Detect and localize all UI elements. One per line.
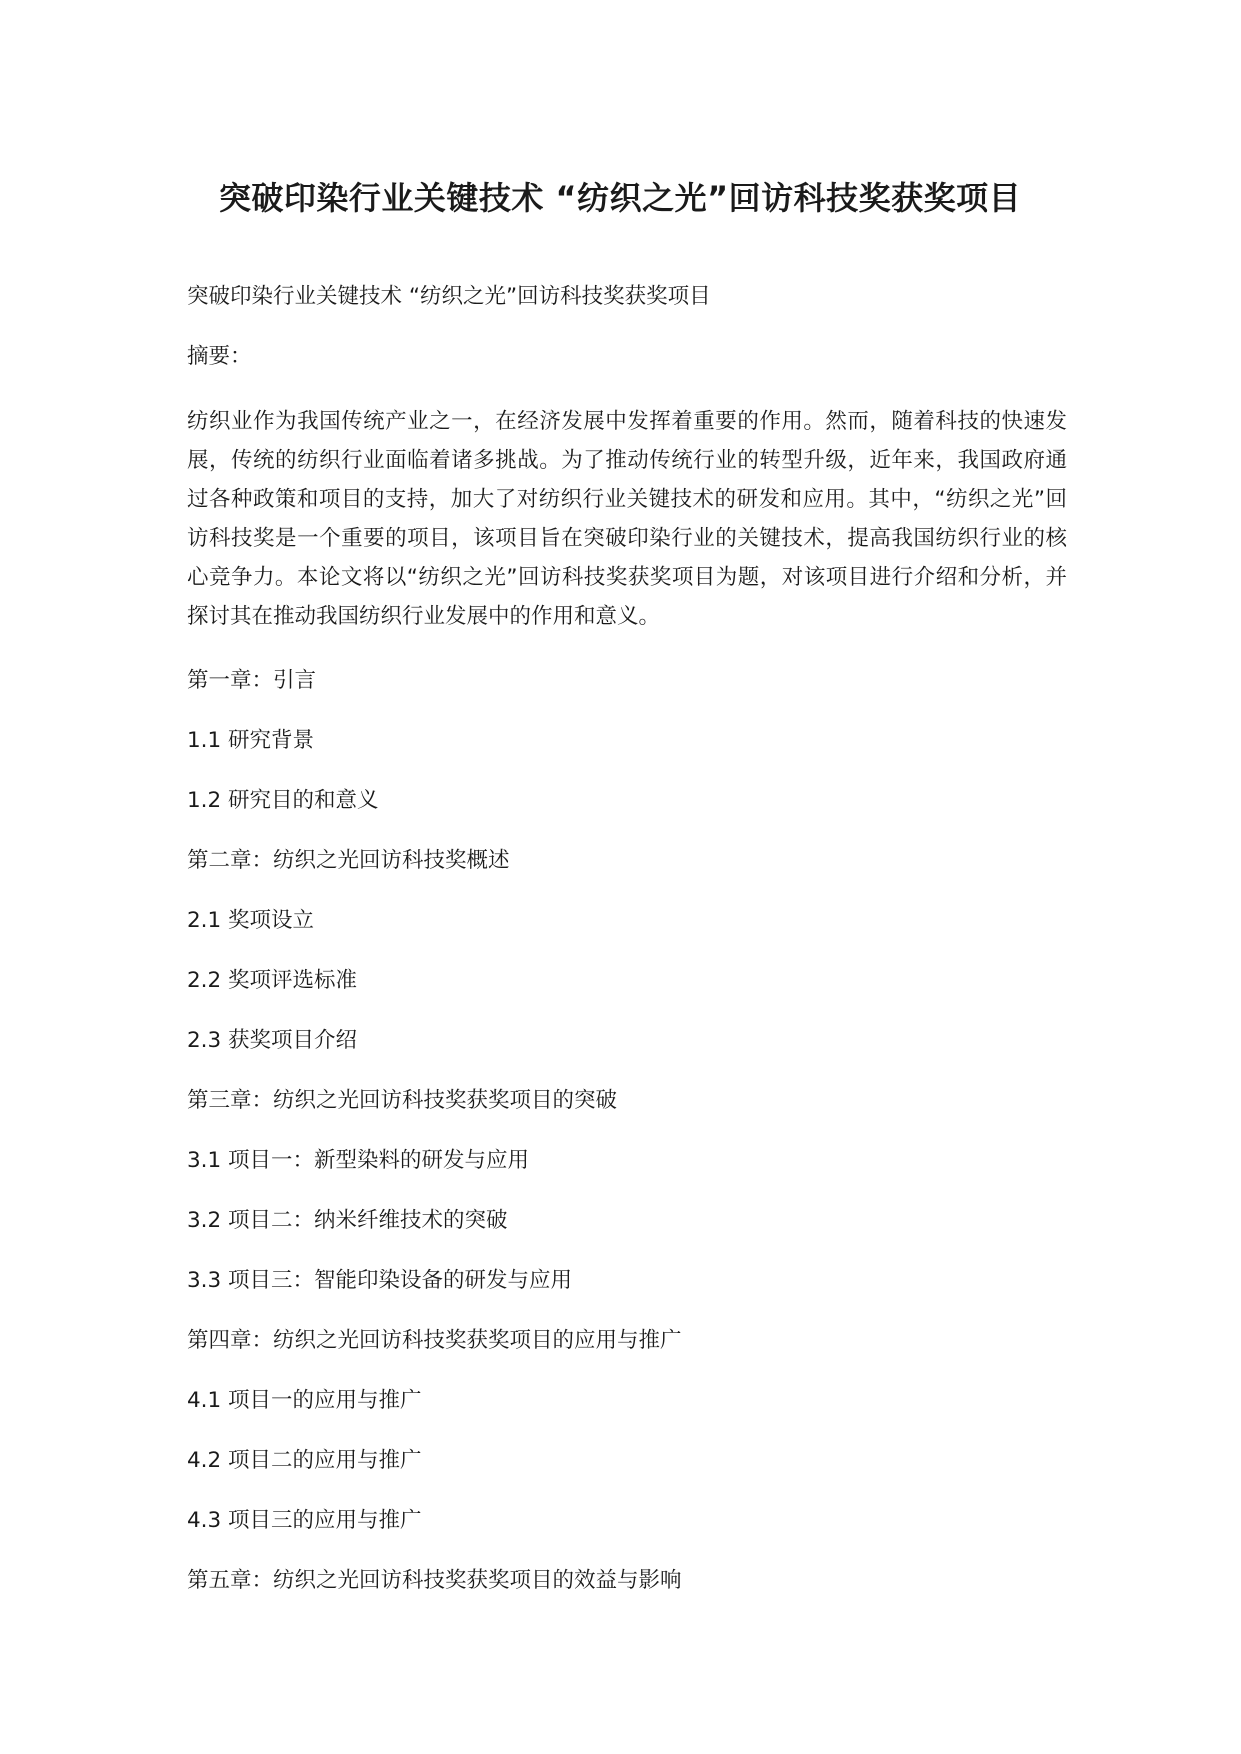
outline-item: 3.3 项目三：智能印染设备的研发与应用 xyxy=(187,1268,573,1293)
outline-item: 第二章：纺织之光回访科技奖概述 xyxy=(187,848,510,873)
outline-item: 2.3 获奖项目介绍 xyxy=(187,1028,358,1053)
document-title: 突破印染行业关键技术 “纺织之光”回访科技奖获奖项目 xyxy=(218,179,1022,217)
outline-item: 第三章：纺织之光回访科技奖获奖项目的突破 xyxy=(187,1088,618,1113)
outline-item: 1.1 研究背景 xyxy=(187,728,315,753)
outline-item: 2.1 奖项设立 xyxy=(187,908,315,933)
outline-item: 第五章：纺织之光回访科技奖获奖项目的效益与影响 xyxy=(187,1568,682,1593)
outline-item: 1.2 研究目的和意义 xyxy=(187,788,379,813)
outline-list xyxy=(187,666,1067,1596)
outline-item: 2.2 奖项评选标准 xyxy=(187,968,358,993)
abstract-label: 摘要： xyxy=(187,344,252,369)
abstract-paragraph: 纺织业作为我国传统产业之一，在经济发展中发挥着重要的作用。然而，随着科技的快速发展，传统的纺织行业面临着诸多挑战。为了推动传统行业的转型升级，近年来，我国政府通过各种政策和项目的支持，加大了对纺织行业关键技术的研发和应用。其中，“纺织之光”回访科技奖是一个重要的项目，该项目旨在突破印染行业的关键技术，提高我国纺织行业的核心竞争力。本论文将以“纺织之光”回访科技奖获奖项目为题，对该项目进行介绍和分析，并探讨其在推动我国纺织行业发展中的作用和意义。 xyxy=(187,409,1067,629)
outline-item: 4.2 项目二的应用与推广 xyxy=(187,1448,422,1473)
document-subtitle: 突破印染行业关键技术 “纺织之光”回访科技奖获奖项目 xyxy=(187,284,711,309)
outline-item: 第一章：引言 xyxy=(187,668,317,693)
outline-item: 4.3 项目三的应用与推广 xyxy=(187,1508,422,1533)
outline-item: 3.1 项目一：新型染料的研发与应用 xyxy=(187,1148,530,1173)
outline-item: 第四章：纺织之光回访科技奖获奖项目的应用与推广 xyxy=(187,1328,682,1353)
outline-item: 3.2 项目二：纳米纤维技术的突破 xyxy=(187,1208,508,1233)
outline-item: 4.1 项目一的应用与推广 xyxy=(187,1388,422,1413)
document-body xyxy=(187,282,1067,1626)
